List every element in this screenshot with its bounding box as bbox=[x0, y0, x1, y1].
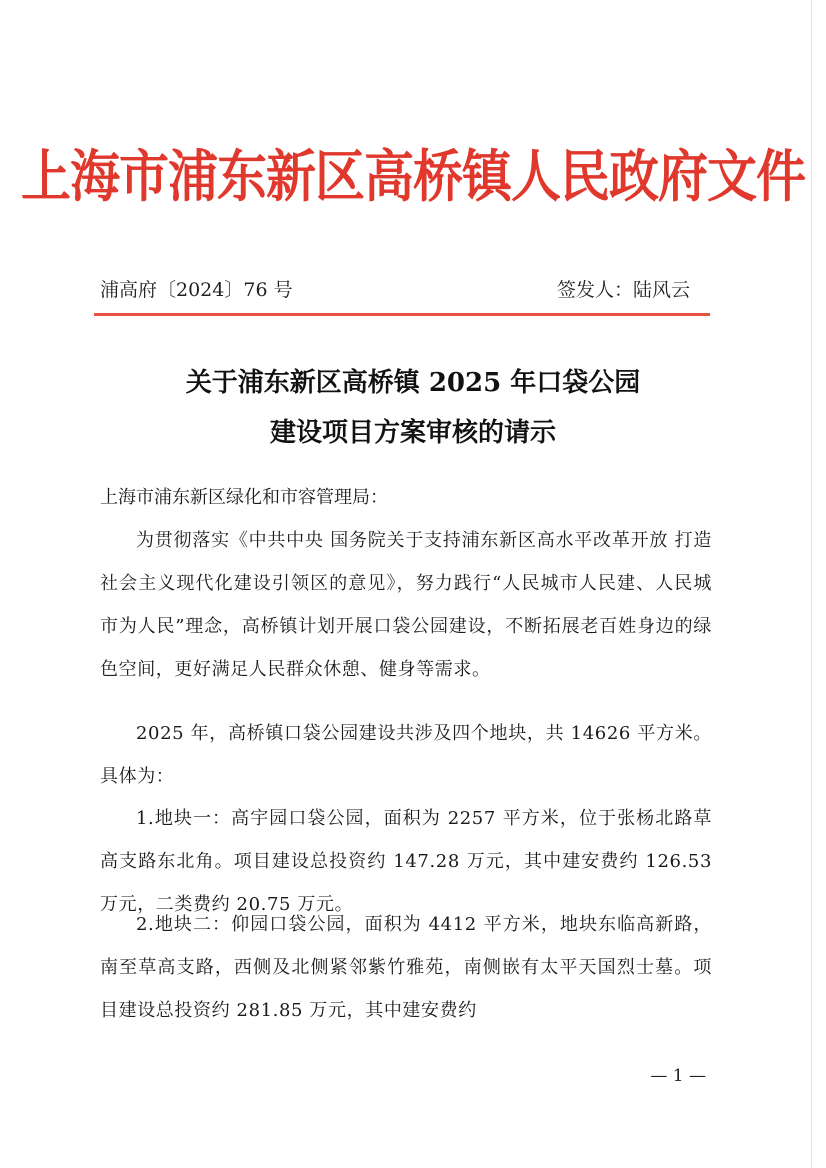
document-meta-row bbox=[100, 274, 700, 306]
document-title bbox=[80, 358, 746, 458]
body-paragraph: 2.地块二：仰园口袋公园，面积为 4412 平方米，地块东临高新路，南至草高支路，西侧及北侧紧邻紫竹雅苑，南侧嵌有太平天国烈士墓。项目建设总投资约 281.85 万元，其中建安费约 bbox=[100, 914, 712, 1021]
body-paragraph: 为贯彻落实《中共中央 国务院关于支持浦东新区高水平改革开放 打造社会主义现代化建设引领区的意见》，努力践行“人民城市人民建、人民城市为人民”理念，高桥镇计划开展口袋公园建设，不断拓展老百姓身边的绿色空间，更好满足人民群众休憩、健身等需求。 bbox=[100, 530, 712, 680]
title-line-2: 建设项目方案审核的请示 bbox=[269, 418, 556, 448]
page-number: — 1 — bbox=[650, 1066, 706, 1086]
red-divider-line bbox=[94, 313, 710, 316]
document-number: 浦高府〔2024〕76 号 bbox=[100, 279, 293, 301]
body-paragraph: 1.地块一：高宇园口袋公园，面积为 2257 平方米，位于张杨北路草高支路东北角。项目建设总投资约 147.28 万元，其中建安费约 126.53 万元，二类费约 20.75 万元。 bbox=[100, 808, 712, 915]
title-line-1: 关于浦东新区高桥镇 2025 年口袋公园 bbox=[185, 368, 641, 398]
body-paragraph: 2025 年，高桥镇口袋公园建设共涉及四个地块，共 14626 平方米。具体为： bbox=[100, 723, 712, 787]
addressee: 上海市浦东新区绿化和市容管理局： bbox=[100, 487, 388, 508]
signer: 签发人：陆风云 bbox=[556, 279, 690, 301]
document-masthead: 上海市浦东新区高桥镇人民政府文件 bbox=[21, 144, 805, 210]
